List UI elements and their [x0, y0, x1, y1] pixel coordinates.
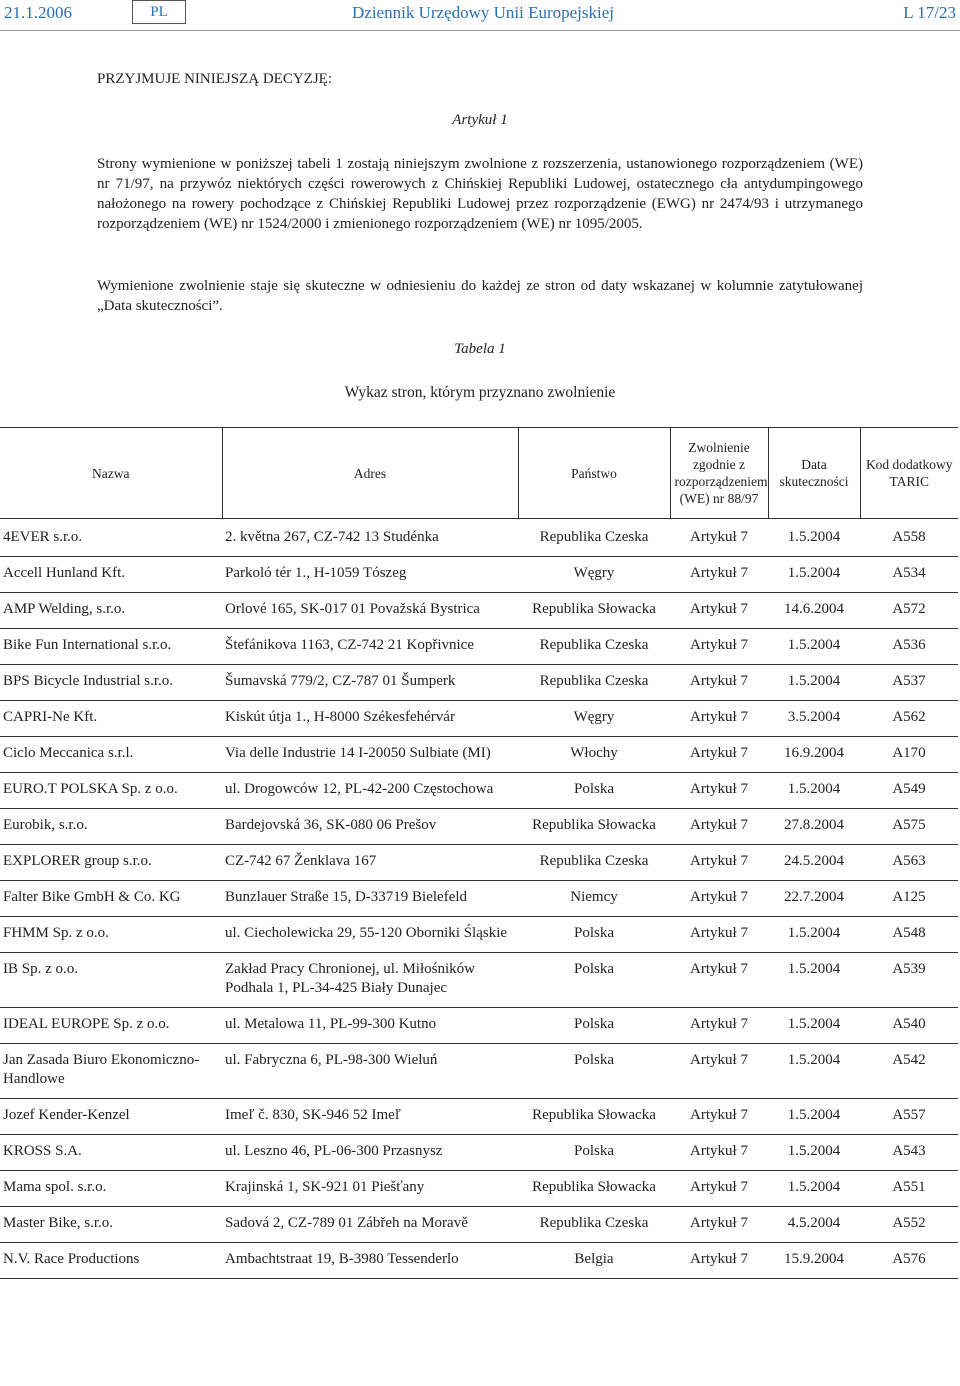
- table-body: [0, 519, 958, 1279]
- cell-country: Republika Czeska: [518, 845, 670, 881]
- cell-date: 1.5.2004: [768, 953, 860, 1008]
- cell-date: 1.5.2004: [768, 1135, 860, 1171]
- paragraph-1: Strony wymienione w poniższej tabeli 1 zostają niniejszym zwolnione z rozszerzenia, ustanowionego rozporządzeniem (WE) nr 71/97, na przywóz niektórych części rowerowych z Chińskiej Republiki Ludowej, ostatecznego cła antydumpingowego nałożonego na rowery pochodzące z Chińskiej Republiki Ludowej przez rozporządzenie (EWG) nr 2474/93 i utrzymanego rozporządzeniem (WE) nr 1524/2000 i zmienionego rozporządzeniem (WE) nr 1095/2005.: [97, 156, 863, 232]
- cell-exemption: Artykuł 7: [670, 845, 768, 881]
- cell-country: Polska: [518, 1008, 670, 1044]
- cell-name: 4EVER s.r.o.: [0, 519, 222, 557]
- cell-date: 1.5.2004: [768, 1099, 860, 1135]
- cell-country: Polska: [518, 953, 670, 1008]
- cell-exemption: Artykuł 7: [670, 629, 768, 665]
- cell-country: Republika Czeska: [518, 665, 670, 701]
- cell-name: Ciclo Meccanica s.r.l.: [0, 737, 222, 773]
- cell-address: Kiskút útja 1., H-8000 Székesfehérvár: [222, 701, 518, 737]
- cell-taric: A576: [860, 1243, 958, 1279]
- page-reference: L 17/23: [903, 3, 956, 22]
- cell-address: Bunzlauer Straße 15, D-33719 Bielefeld: [222, 881, 518, 917]
- table-row: [0, 1207, 958, 1243]
- column-header-taric: Kod dodatkowy TARIC: [860, 428, 958, 519]
- cell-address: Ambachtstraat 19, B-3980 Tessenderlo: [222, 1243, 518, 1279]
- cell-address: Zakład Pracy Chronionej, ul. Miłośników Podhala 1, PL-34-425 Biały Dunajec: [222, 953, 518, 1008]
- cell-taric: A562: [860, 701, 958, 737]
- cell-exemption: Artykuł 7: [670, 1008, 768, 1044]
- cell-exemption: Artykuł 7: [670, 737, 768, 773]
- cell-name: Jozef Kender-Kenzel: [0, 1099, 222, 1135]
- cell-exemption: Artykuł 7: [670, 593, 768, 629]
- table-row: [0, 1044, 958, 1099]
- cell-name: CAPRI-Ne Kft.: [0, 701, 222, 737]
- language-badge: PL: [132, 0, 186, 24]
- cell-address: Imeľ č. 830, SK-946 52 Imeľ: [222, 1099, 518, 1135]
- cell-taric: A534: [860, 557, 958, 593]
- cell-address: Krajinská 1, SK-921 01 Piešťany: [222, 1171, 518, 1207]
- cell-name: Mama spol. s.r.o.: [0, 1171, 222, 1207]
- table-row: [0, 917, 958, 953]
- publication-date: 21.1.2006: [4, 3, 72, 22]
- cell-address: 2. května 267, CZ-742 13 Studénka: [222, 519, 518, 557]
- cell-address: Šumavská 779/2, CZ-787 01 Šumperk: [222, 665, 518, 701]
- cell-date: 1.5.2004: [768, 917, 860, 953]
- column-header-country: Państwo: [518, 428, 670, 519]
- column-header-date: Data skuteczności: [768, 428, 860, 519]
- cell-name: Jan Zasada Biuro Ekonomiczno-Handlowe: [0, 1044, 222, 1099]
- article-title: Artykuł 1: [452, 112, 508, 128]
- cell-taric: A575: [860, 809, 958, 845]
- page-header: [0, 0, 960, 32]
- table-row: [0, 593, 958, 629]
- cell-name: Accell Hunland Kft.: [0, 557, 222, 593]
- cell-exemption: Artykuł 7: [670, 1243, 768, 1279]
- cell-country: Republika Czeska: [518, 629, 670, 665]
- cell-name: IB Sp. z o.o.: [0, 953, 222, 1008]
- cell-address: Orlové 165, SK-017 01 Považská Bystrica: [222, 593, 518, 629]
- cell-exemption: Artykuł 7: [670, 953, 768, 1008]
- cell-name: EURO.T POLSKA Sp. z o.o.: [0, 773, 222, 809]
- cell-address: Štefánikova 1163, CZ-742 21 Kopřivnice: [222, 629, 518, 665]
- cell-exemption: Artykuł 7: [670, 1207, 768, 1243]
- cell-exemption: Artykuł 7: [670, 557, 768, 593]
- cell-date: 1.5.2004: [768, 1171, 860, 1207]
- table-row: [0, 773, 958, 809]
- cell-country: Niemcy: [518, 881, 670, 917]
- cell-exemption: Artykuł 7: [670, 519, 768, 557]
- table-row: [0, 737, 958, 773]
- cell-exemption: Artykuł 7: [670, 773, 768, 809]
- cell-taric: A170: [860, 737, 958, 773]
- cell-name: BPS Bicycle Industrial s.r.o.: [0, 665, 222, 701]
- cell-taric: A557: [860, 1099, 958, 1135]
- cell-exemption: Artykuł 7: [670, 881, 768, 917]
- cell-name: Falter Bike GmbH & Co. KG: [0, 881, 222, 917]
- cell-name: Bike Fun International s.r.o.: [0, 629, 222, 665]
- cell-exemption: Artykuł 7: [670, 917, 768, 953]
- table-row: [0, 1099, 958, 1135]
- cell-taric: A549: [860, 773, 958, 809]
- table-row: [0, 809, 958, 845]
- cell-taric: A540: [860, 1008, 958, 1044]
- cell-country: Polska: [518, 1135, 670, 1171]
- cell-taric: A548: [860, 917, 958, 953]
- cell-date: 22.7.2004: [768, 881, 860, 917]
- cell-address: Via delle Industrie 14 I-20050 Sulbiate (MI): [222, 737, 518, 773]
- cell-country: Węgry: [518, 557, 670, 593]
- cell-exemption: Artykuł 7: [670, 1099, 768, 1135]
- table-row: [0, 1008, 958, 1044]
- cell-taric: A543: [860, 1135, 958, 1171]
- cell-address: ul. Fabryczna 6, PL-98-300 Wieluń: [222, 1044, 518, 1099]
- table-row: [0, 557, 958, 593]
- cell-country: Polska: [518, 773, 670, 809]
- cell-taric: A563: [860, 845, 958, 881]
- table-row: [0, 665, 958, 701]
- table-title: Wykaz stron, którym przyznano zwolnienie: [344, 384, 616, 401]
- journal-title: Dziennik Urzędowy Unii Europejskiej: [352, 3, 615, 22]
- table-row: [0, 881, 958, 917]
- cell-country: Polska: [518, 1044, 670, 1099]
- table-header-row: [0, 428, 958, 519]
- cell-address: Bardejovská 36, SK-080 06 Prešov: [222, 809, 518, 845]
- cell-date: 27.8.2004: [768, 809, 860, 845]
- cell-country: Polska: [518, 917, 670, 953]
- cell-country: Republika Czeska: [518, 519, 670, 557]
- cell-taric: A542: [860, 1044, 958, 1099]
- cell-date: 14.6.2004: [768, 593, 860, 629]
- cell-exemption: Artykuł 7: [670, 1135, 768, 1171]
- cell-date: 4.5.2004: [768, 1207, 860, 1243]
- cell-country: Republika Słowacka: [518, 1099, 670, 1135]
- cell-date: 1.5.2004: [768, 519, 860, 557]
- cell-name: AMP Welding, s.r.o.: [0, 593, 222, 629]
- table-caption: Tabela 1: [454, 341, 506, 357]
- cell-address: ul. Ciecholewicka 29, 55-120 Oborniki Śląskie: [222, 917, 518, 953]
- cell-name: Master Bike, s.r.o.: [0, 1207, 222, 1243]
- cell-address: Sadová 2, CZ-789 01 Zábřeh na Moravě: [222, 1207, 518, 1243]
- cell-exemption: Artykuł 7: [670, 701, 768, 737]
- table-row: [0, 1135, 958, 1171]
- column-header-address: Adres: [222, 428, 518, 519]
- cell-address: CZ-742 67 Ženklava 167: [222, 845, 518, 881]
- table-row: [0, 845, 958, 881]
- cell-country: Republika Słowacka: [518, 1171, 670, 1207]
- table-row: [0, 1243, 958, 1279]
- column-header-exemption: Zwolnienie zgodnie z rozporządzeniem (WE) nr 88/97: [670, 428, 768, 519]
- cell-country: Republika Słowacka: [518, 809, 670, 845]
- cell-date: 1.5.2004: [768, 773, 860, 809]
- cell-date: 3.5.2004: [768, 701, 860, 737]
- cell-name: Eurobik, s.r.o.: [0, 809, 222, 845]
- cell-taric: A558: [860, 519, 958, 557]
- cell-date: 1.5.2004: [768, 557, 860, 593]
- cell-date: 1.5.2004: [768, 665, 860, 701]
- cell-taric: A537: [860, 665, 958, 701]
- cell-name: N.V. Race Productions: [0, 1243, 222, 1279]
- cell-exemption: Artykuł 7: [670, 665, 768, 701]
- cell-taric: A539: [860, 953, 958, 1008]
- cell-name: KROSS S.A.: [0, 1135, 222, 1171]
- cell-taric: A125: [860, 881, 958, 917]
- cell-country: Republika Słowacka: [518, 593, 670, 629]
- cell-date: 1.5.2004: [768, 629, 860, 665]
- cell-address: ul. Metalowa 11, PL-99-300 Kutno: [222, 1008, 518, 1044]
- cell-name: IDEAL EUROPE Sp. z o.o.: [0, 1008, 222, 1044]
- table-row: [0, 701, 958, 737]
- exemption-table: [0, 427, 958, 1279]
- cell-country: Republika Czeska: [518, 1207, 670, 1243]
- table-row: [0, 953, 958, 1008]
- cell-country: Włochy: [518, 737, 670, 773]
- cell-country: Belgia: [518, 1243, 670, 1279]
- table-row: [0, 1171, 958, 1207]
- paragraph-2: Wymienione zwolnienie staje się skuteczne w odniesieniu do każdej ze stron od daty wskazanej w kolumnie zatytułowanej „Data skuteczności”.: [97, 278, 863, 314]
- cell-taric: A552: [860, 1207, 958, 1243]
- column-header-name: Nazwa: [0, 428, 222, 519]
- cell-date: 1.5.2004: [768, 1044, 860, 1099]
- cell-name: EXPLORER group s.r.o.: [0, 845, 222, 881]
- cell-exemption: Artykuł 7: [670, 1044, 768, 1099]
- cell-date: 24.5.2004: [768, 845, 860, 881]
- cell-taric: A551: [860, 1171, 958, 1207]
- cell-name: FHMM Sp. z o.o.: [0, 917, 222, 953]
- cell-exemption: Artykuł 7: [670, 809, 768, 845]
- decision-intro: PRZYJMUJE NINIEJSZĄ DECYZJĘ:: [97, 71, 333, 87]
- table-row: [0, 519, 958, 557]
- cell-address: Parkoló tér 1., H-1059 Tószeg: [222, 557, 518, 593]
- cell-country: Węgry: [518, 701, 670, 737]
- cell-taric: A536: [860, 629, 958, 665]
- cell-date: 15.9.2004: [768, 1243, 860, 1279]
- cell-address: ul. Leszno 46, PL-06-300 Przasnysz: [222, 1135, 518, 1171]
- header-divider: [0, 30, 960, 31]
- cell-date: 1.5.2004: [768, 1008, 860, 1044]
- cell-taric: A572: [860, 593, 958, 629]
- cell-address: ul. Drogowców 12, PL-42-200 Częstochowa: [222, 773, 518, 809]
- table-row: [0, 629, 958, 665]
- cell-exemption: Artykuł 7: [670, 1171, 768, 1207]
- cell-date: 16.9.2004: [768, 737, 860, 773]
